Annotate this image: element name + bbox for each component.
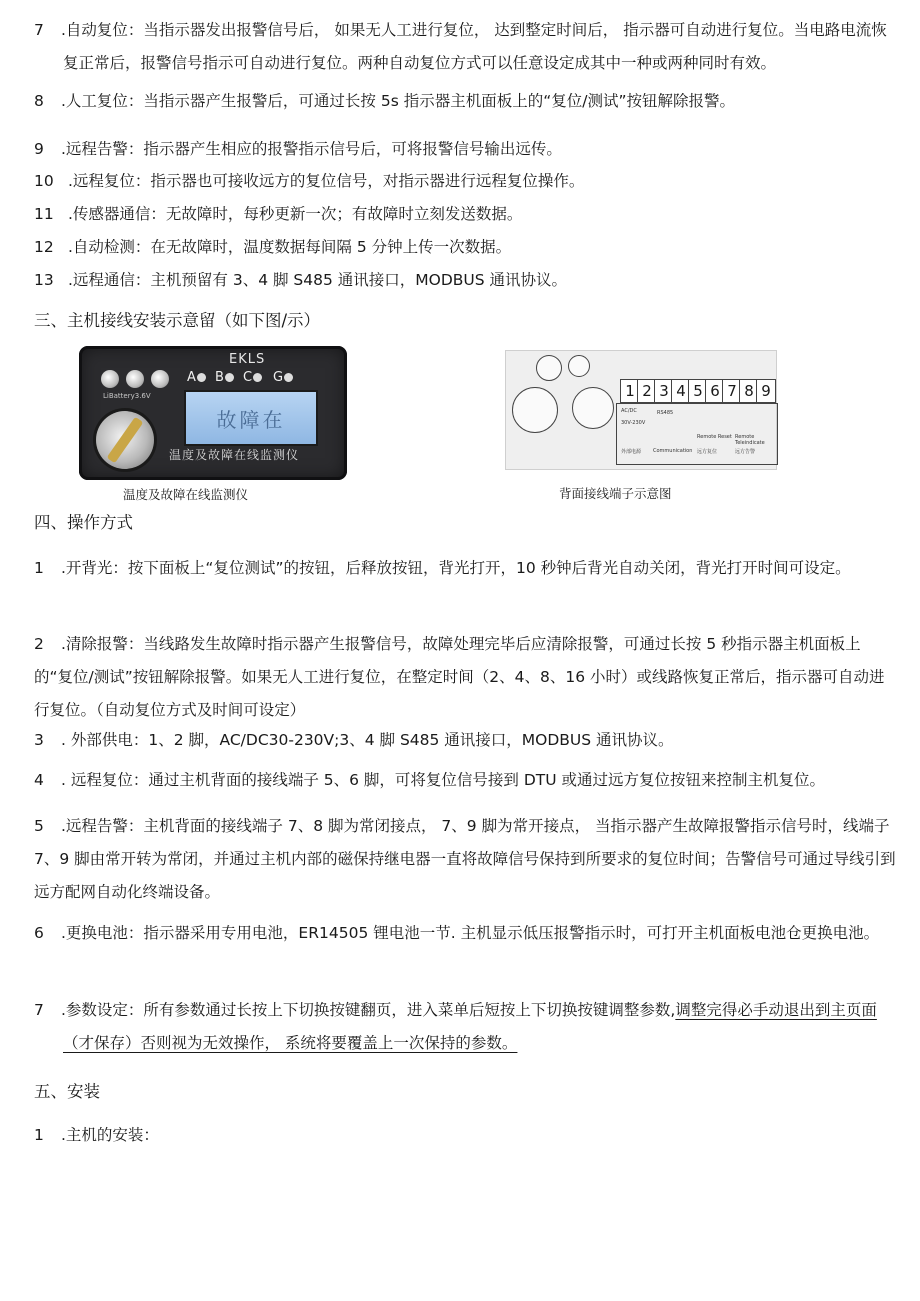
indicator-light: [126, 370, 144, 388]
list-item: 1 .开背光：按下面板上“复位测试”的按钮，后释放按钮，背光打开，10 秒钟后背光自动关闭，背光打开时间可设定。: [34, 559, 851, 577]
lcd-screen: 故障在: [184, 390, 318, 446]
terminal-number: 3: [654, 379, 674, 403]
list-item: 2 .清除报警：当线路发生故障时指示器产生报警信号，故障处理完毕后应清除报警，可通过长按 5 秒指示器主机面板上的“复位/测试”按钮解除报警。如果无人工进行复位，在整定时间（2、4、8、16 小时）或线路恢复正常后，指示器可自动进行复位。（自动复位方式及时间可设定）: [34, 635, 885, 719]
panel-label: 温度及故障在线监测仪: [169, 448, 300, 462]
list-item: 12 .自动检测：在无故障时，温度数据每间隔 5 分钟上传一次数据。: [34, 238, 512, 256]
terminal-number: 6: [705, 379, 725, 403]
underlined-note: 调整完得必手动退出到主页面（才保存）否则视为无效操作， 系统将要覆盖上一次保持的参数。: [63, 1001, 877, 1052]
indicator-light: [151, 370, 169, 388]
cable-gland-icon: [512, 387, 558, 433]
figure-caption: 温度及故障在线监测仪: [123, 487, 249, 502]
phase-label: C: [243, 370, 262, 385]
terminal-grid: AC/DC 30V-230V RS485 Remote Reset Remote Teleindicate 外部电源 Communication 远方复位 远方告警: [616, 403, 778, 465]
list-item: 13 .远程通信：主机预留有 3、4 脚 S485 通讯接口，MODBUS 通讯协议。: [34, 271, 568, 289]
terminal-number: 4: [671, 379, 691, 403]
battery-label: LiBattery3.6V: [103, 392, 151, 400]
phase-label: G: [273, 370, 293, 385]
list-item: 7 .自动复位：当指示器发出报警信号后， 如果无人工进行复位， 达到整定时间后， 指示器可自动进行复位。当电路电流恢复正常后，报警信号指示可自动进行复位。两种自动复位方式可以任意设定成其中一种或两种同时有效。: [34, 21, 887, 72]
list-item: 10 .远程复位：指示器也可接收远方的复位信号，对指示器进行远程复位操作。: [34, 172, 585, 190]
cable-gland-icon: [572, 387, 614, 429]
list-item: 11 .传感器通信：无故障时，每秒更新一次；有故障时立刻发送数据。: [34, 205, 523, 223]
terminal-number: 1: [620, 379, 640, 403]
terminal-number: 5: [688, 379, 708, 403]
list-item: 7 .参数设定：所有参数通过长按上下切换按键翻页，进入菜单后短按上下切换按键调整参数,调整完得必手动退出到主页面（才保存）否则视为无效操作， 系统将要覆盖上一次保持的参数。: [34, 1001, 877, 1052]
device-brand: EKLS: [229, 352, 266, 367]
list-item: 1 .主机的安装：: [34, 1126, 159, 1144]
list-item: 3 . 外部供电：1、2 脚，AC/DC30-230V;3、4 脚 S485 通讯接口，MODBUS 通讯协议。: [34, 731, 674, 749]
list-item: 6 .更换电池：指示器采用专用电池，ER14505 锂电池一节. 主机显示低压报警指示时，可打开主机面板电池仓更换电池。: [34, 924, 880, 942]
phase-label: B: [215, 370, 234, 385]
phase-label: A: [187, 370, 206, 385]
connector-icon: [536, 355, 562, 381]
terminal-number: 7: [722, 379, 742, 403]
list-item: 4 . 远程复位：通过主机背面的接线端子 5、6 脚，可将复位信号接到 DTU 或通过远方复位按钮来控制主机复位。: [34, 771, 826, 789]
terminal-number: 8: [739, 379, 759, 403]
section-heading: 五、安装: [34, 1082, 100, 1101]
list-item: 8 .人工复位：当指示器产生报警后，可通过长按 5s 指示器主机面板上的“复位/测试”按钮解除报警。: [34, 92, 736, 110]
terminal-number: 2: [637, 379, 657, 403]
indicator-light: [101, 370, 119, 388]
connector-icon: [568, 355, 590, 377]
device-photo: [79, 346, 347, 480]
reset-knob: [96, 411, 154, 469]
terminal-number: 9: [756, 379, 776, 403]
list-item: 9 .远程告警：指示器产生相应的报警指示信号后，可将报警信号输出远传。: [34, 140, 562, 158]
section-heading: 四、操作方式: [34, 513, 133, 532]
section-heading: 三、主机接线安装示意留（如下图/示）: [34, 311, 321, 330]
figure-caption: 背面接线端子示意图: [559, 486, 672, 501]
list-item: 5 .远程告警：主机背面的接线端子 7、8 脚为常闭接点， 7、9 脚为常开接点， 当指示器产生故障报警指示信号时，线端子 7、9 脚由常开转为常闭，并通过主机内部的磁保持继电器一直将故障信号保持到所要求的复位时间；告警信号可通过导线引到远方配网自动化终端设备。: [34, 817, 896, 901]
terminal-diagram: [505, 350, 777, 470]
